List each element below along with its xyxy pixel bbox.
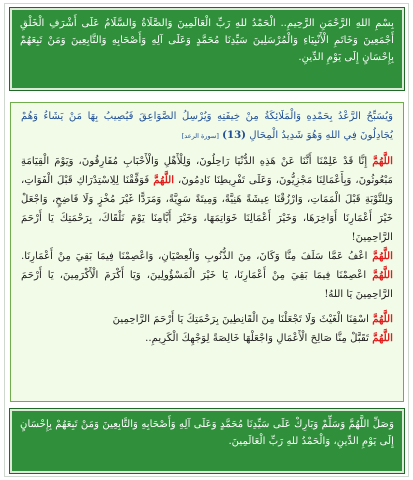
dua-paragraph-4 — [21, 329, 393, 348]
verse-text: وَيُسَبِّحُ الرَّعْدُ بِحَمْدِهِ وَالْمَلَائِكَةُ مِنْ خِيفَتِهِ وَيُرْسِلُ الصَّوَاعِقَ فَيُصِيبُ بِهَا مَنْ يَشَاءُ وَهُمْ يُجَادِلُونَ فِي اللهِ وَهُوَ شَدِيدُ الْمِحَالِ — [21, 111, 393, 141]
dua-text-1b: فَوَفِّقْنَا لِلِاسْتِدْرَاكِ قَبْلَ الْفَوَاتِ، وَلِلتَّوْبَةِ قَبْلَ الْمَمَاتِ، وَارْزُقْنَا عِيشَةً هَنِيَّةً، وَمِيتَةً سَوِيَّةً، وَمَرَدًّا غَيْرَ مُخْزٍ وَلَا فَاضِحٍ، وَاجْعَلْ خَيْرَ أَعْمَارِنَا أَوَاخِرَهَا، وَخَيْرَ أَعْمَالِنَا خَوَاتِمَهَا، وَخَيْرَ أَيَّامِنَا يَوْمَ نَلْقَاكَ، بِرَحْمَتِكَ يَا أَرْحَمَ الرَّاحِمِينَ! — [21, 175, 393, 243]
quran-verse — [21, 107, 393, 146]
allahumma-label: اللَّهُمَّ — [372, 250, 393, 262]
verse-number: (13) — [222, 129, 246, 141]
dua-text-3a: اسْقِنَا الْغَيْثَ وَلَا تَجْعَلْنَا مِنَ الْقَانِطِينَ بِرَحْمَتِكَ يَا أَرْحَمَ الرَّاحِمِينَ — [112, 314, 369, 325]
dua-paragraph-1 — [21, 152, 393, 247]
allahumma-label: اللَّهُمَّ — [372, 332, 393, 344]
opening-text: بِسْمِ اللهِ الرَّحْمَنِ الرَّحِيمِ.. الْحَمْدُ للهِ رَبِّ الْعَالَمِينَ وَالصَّلَاةُ وَالسَّلَامُ عَلَى أَشْرَفِ الْخَلْقِ أَجْمَعِينَ وَخَاتَمِ الْأَنْبِيَاءِ وَالْمُرْسَلِينَ سَيِّدِنَا مُحَمَّدٍ وَعَلَى آلِهِ وَأَصْحَابِهِ وَالتَّابِعِينَ وَمَنْ تَبِعَهُمْ بِإِحْسَانٍ إِلَى يَوْمِ الدِّينِ. — [20, 18, 394, 63]
closing-banner — [10, 409, 404, 473]
allahumma-label: اللَّهُمَّ — [372, 313, 393, 325]
page-frame — [4, 3, 409, 477]
opening-banner — [10, 8, 404, 90]
dua-text-3b: تَقَبَّلْ مِنَّا صَالِحَ الْأَعْمَالِ وَاجْعَلْهَا خَالِصَةً لِوَجْهِكَ الْكَرِيمِ.. — [145, 333, 369, 344]
allahumma-label: اللَّهُمَّ — [372, 269, 393, 281]
dua-text-1a: إِنَّا قَدْ عَلِمْنَا أَنَّنَا عَنْ هَذِهِ الدُّنْيَا رَاحِلُونَ، وَلِلْأَهْلِ وَالْأَحْبَابِ مُفَارِقُونَ، وَيَوْمَ الْقِيَامَةِ مَبْعُوثُونَ، وَبِأَعْمَالِنَا مَجْزِيُّونَ، وَعَلَى تَفْرِيطِنَا نَادِمُونَ، — [21, 156, 394, 186]
dua-paragraph-3 — [21, 310, 393, 329]
allahumma-label: اللَّهُمَّ — [153, 174, 175, 186]
closing-text: وَصَلِّ اللَّهُمَّ وَسَلِّمْ وَبَارِكْ عَلَى سَيِّدِنَا مُحَمَّدٍ وَعَلَى آلِهِ وَأَصْحَابِهِ وَالتَّابِعِينَ وَمَنْ تَبِعَهُمْ بِإِحْسَانٍ إِلَى يَوْمِ الدِّينِ، وَالْحَمْدُ للهِ رَبِّ الْعَالَمِينَ. — [20, 419, 394, 447]
verse-source: [سورة الرعد] — [181, 132, 219, 140]
allahumma-label: اللَّهُمَّ — [372, 155, 393, 167]
dua-paragraph-2 — [21, 247, 393, 304]
dua-text-2a: اعْفُ عَمَّا سَلَفَ مِنَّا وَكَانَ، مِنَ الذُّنُوبِ وَالْعِصْيَانِ، وَاعْصِمْنَا فِيمَا بَقِيَ مِنْ أَعْمَارِنَا. — [21, 251, 368, 262]
dua-panel — [10, 102, 404, 402]
dua-text-2b: اعْصِمْنَا فِيمَا بَقِيَ مِنْ أَعْمَارِنَا، يَا خَيْرَ الْمَسْؤُولِينَ، وَيَا أَكْرَمَ الْأَكْرَمِينَ، يَا أَرْحَمَ الرَّاحِمِينَ يَا اللهُ! — [21, 270, 393, 300]
